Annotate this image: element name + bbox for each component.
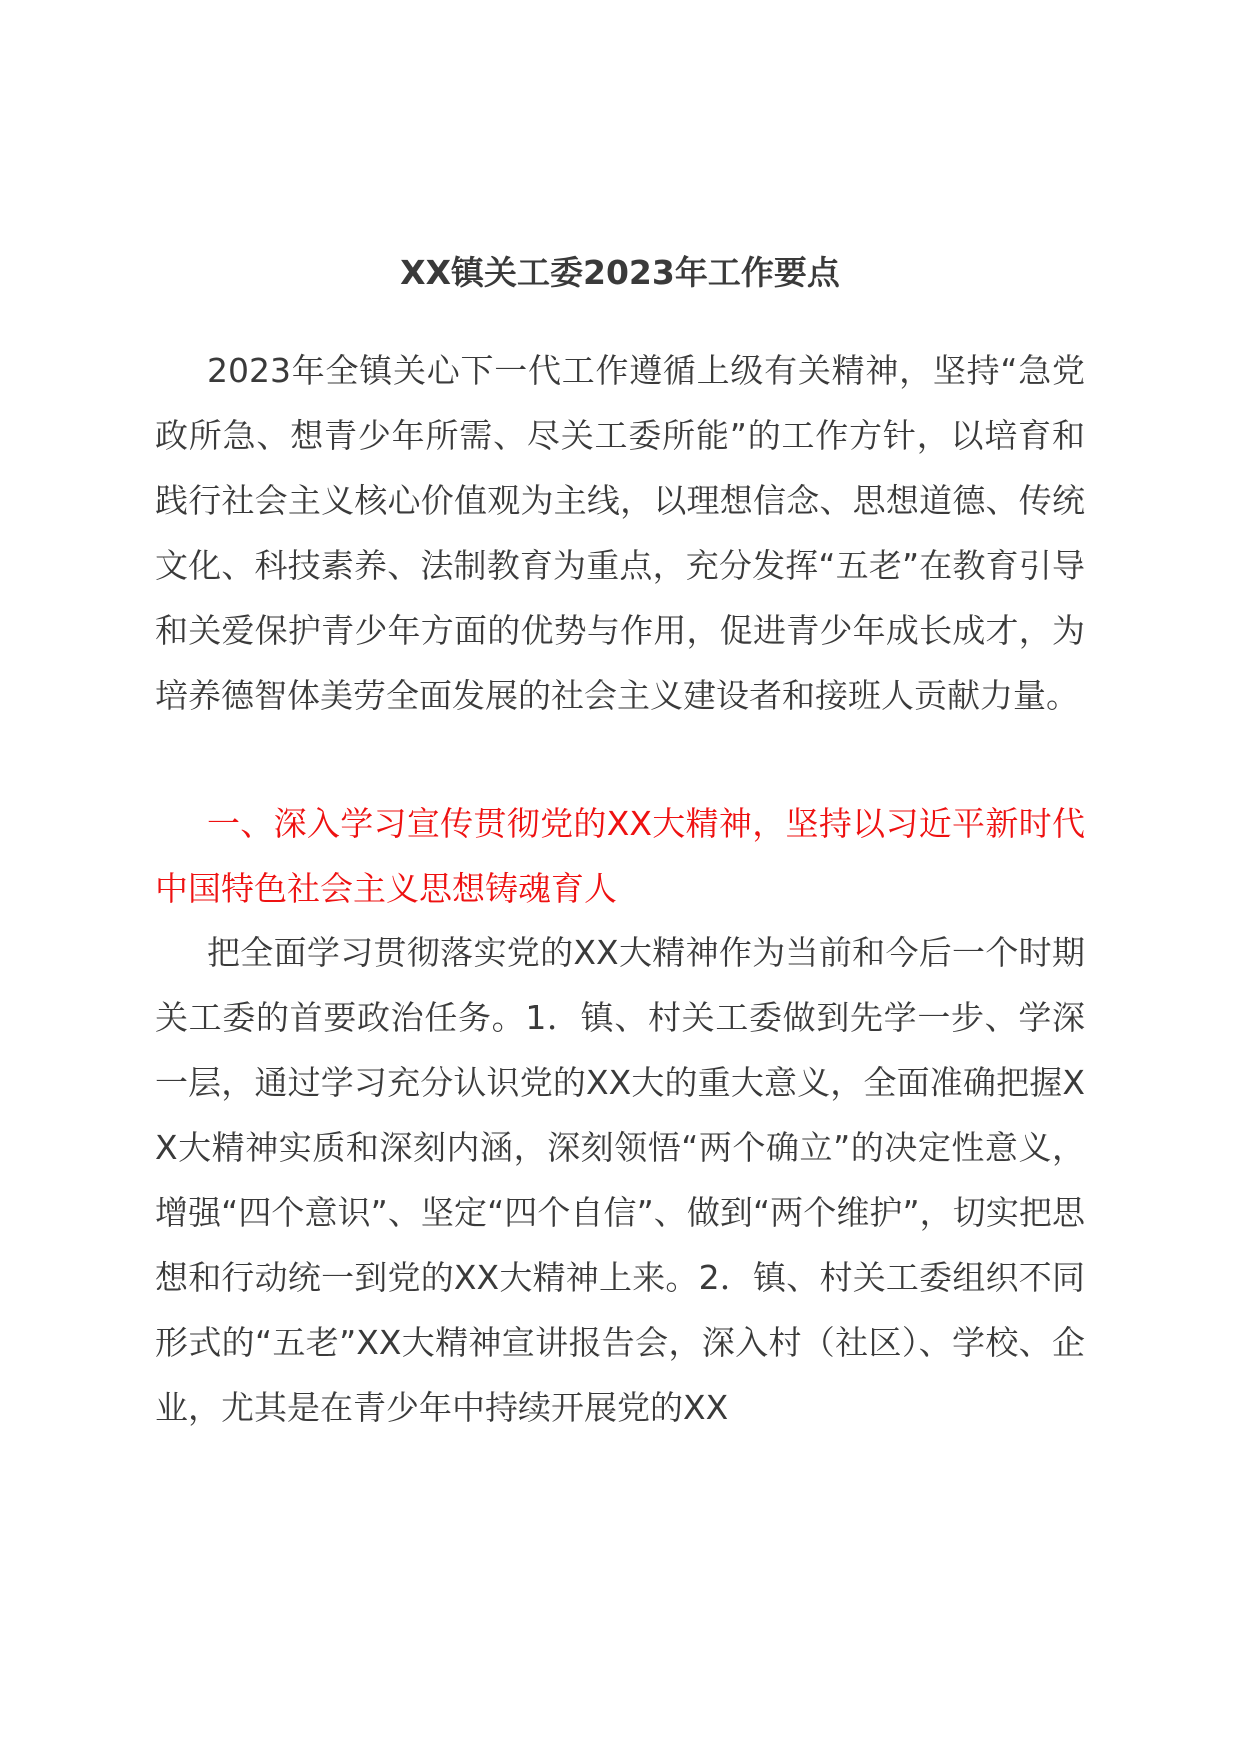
intro-paragraph: 2023年全镇关心下一代工作遵循上级有关精神，坚持“急党政所急、想青少年所需、尽关工委所能”的工作方针，以培育和践行社会主义核心价值观为主线，以理想信念、思想道德、传统文化、科技素养、法制教育为重点，充分发挥“五老”在教育引导和关爱保护青少年方面的优势与作用，促进青少年成长成才，为培养德智体美劳全面发展的社会主义建设者和接班人贡献力量。 [155,351,1085,715]
document-title: XX镇关工委2023年工作要点 [400,253,840,292]
section-1-paragraph: 把全面学习贯彻落实党的XX大精神作为当前和今后一个时期关工委的首要政治任务。1．镇、村关工委做到先学一步、学深一层，通过学习充分认识党的XX大的重大意义，全面准确把握XX大精神实质和深刻内涵，深刻领悟“两个确立”的决定性意义，增强“四个意识”、坚定“四个自信”、做到“两个维护”，切实把思想和行动统一到党的XX大精神上来。2．镇、村关工委组织不同形式的“五老”XX大精神宣讲报告会，深入村（社区）、学校、企业，尤其是在青少年中持续开展党的XX [155,933,1085,1427]
section-heading-1: 一、深入学习宣传贯彻党的XX大精神，坚持以习近平新时代中国特色社会主义思想铸魂育人 [155,804,1085,908]
